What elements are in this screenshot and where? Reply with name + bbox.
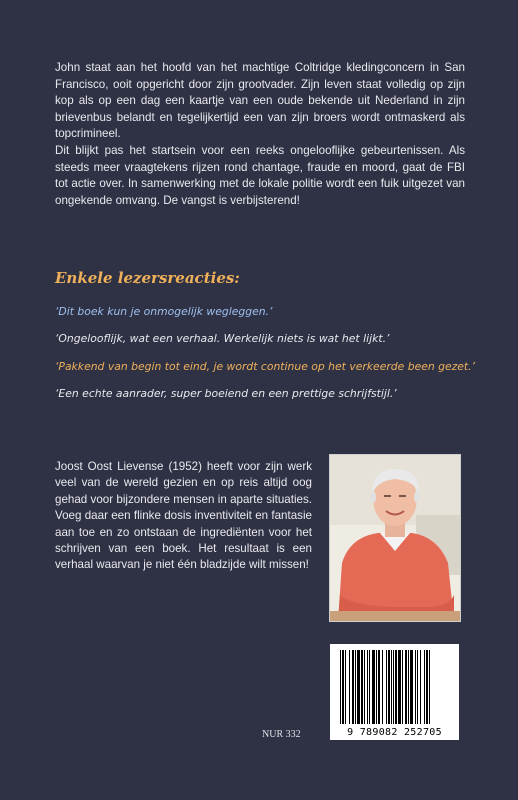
review-quote-4: ‘Een echte aanrader, super boeiend en een prettige schrijfstijl.’ [55,387,397,400]
barcode-bar [364,650,365,724]
reviews-heading: Enkele lezersreacties: [55,269,240,287]
barcode-bar [388,650,390,724]
barcode-bar [417,650,418,724]
blurb-paragraph-2: Dit blijkt pas het startsein voor een reeks ongelooflijke gebeurtenissen. Als steeds meer vraagtekens rijzen rond chantage, fraude en moord, gaat de FBI tot actie over. In samenwerking met de lokale politie wordt een fuik uitgezet van ongekende omvang. De vangst is verbijsterend! [55,143,465,207]
barcode-bar [420,650,421,724]
back-cover-blurb [55,60,465,209]
barcode-bar [376,650,377,724]
barcode-bar [429,650,430,724]
barcode-bar [415,650,416,724]
barcode-bar [408,650,409,724]
barcode-bar [342,650,344,724]
review-quote-3: ‘Pakkend van begin tot eind, je wordt continue op het verkeerde been gezet.’ [55,360,476,373]
barcode-bar [352,650,354,724]
barcode-bar [372,650,375,724]
barcode-bar [369,650,370,724]
barcode-bar [395,650,397,724]
barcode-bar [355,650,356,724]
barcode-bar [345,650,346,724]
barcode-bar [386,650,387,724]
barcode-bar [398,650,401,724]
barcode-bar [405,650,407,724]
isbn-barcode [330,644,459,740]
barcode-bar [367,650,368,724]
barcode-bar [349,650,350,724]
barcode-bar [424,650,425,724]
review-quote-2: ‘Ongelooflijk, wat een verhaal. Werkelijk niets is wat het lijkt.’ [55,332,390,345]
author-bio: Joost Oost Lievense (1952) heeft voor zijn werk veel van de wereld gezien en op reis altijd oog gehad voor bijzondere mensen in aparte situaties. Voeg daar een flinke dosis inventiviteit en fantasie aan toe en zo ontstaan de ingrediënten voor het schrijven van een boek. Het resultaat is een verhaal waarvan je niet één bladzijde wilt missen! [55,460,312,572]
barcode-bar [402,650,403,724]
barcode-bar [426,650,428,724]
blurb-paragraph-1: John staat aan het hoofd van het machtige Coltridge kledingconcern in San Francisco, ooit opgericht door zijn grootvader. Zijn leven staat volledig op zijn kop als op een dag een kaartje van een oude bekende uit Nederland in zijn brievenbus belandt en tegelijkertijd een van zijn broers wordt ontmaskerd als topcrimineel. [55,61,465,141]
barcode-bars [330,644,459,728]
nur-code: NUR 332 [262,729,301,740]
barcode-bar [340,650,341,724]
barcode-bar [378,650,380,724]
barcode-bar [393,650,394,724]
review-quote-1: ‘Dit boek kun je onmogelijk wegleggen.’ [55,305,273,318]
barcode-bar [357,650,360,724]
barcode-bar [391,650,392,724]
barcode-bar [382,650,383,724]
barcode-bar [410,650,413,724]
isbn-digits: 9 789082 252705 [347,727,442,738]
author-portrait-image [330,455,460,621]
author-photo [329,454,461,622]
barcode-bar [361,650,363,724]
